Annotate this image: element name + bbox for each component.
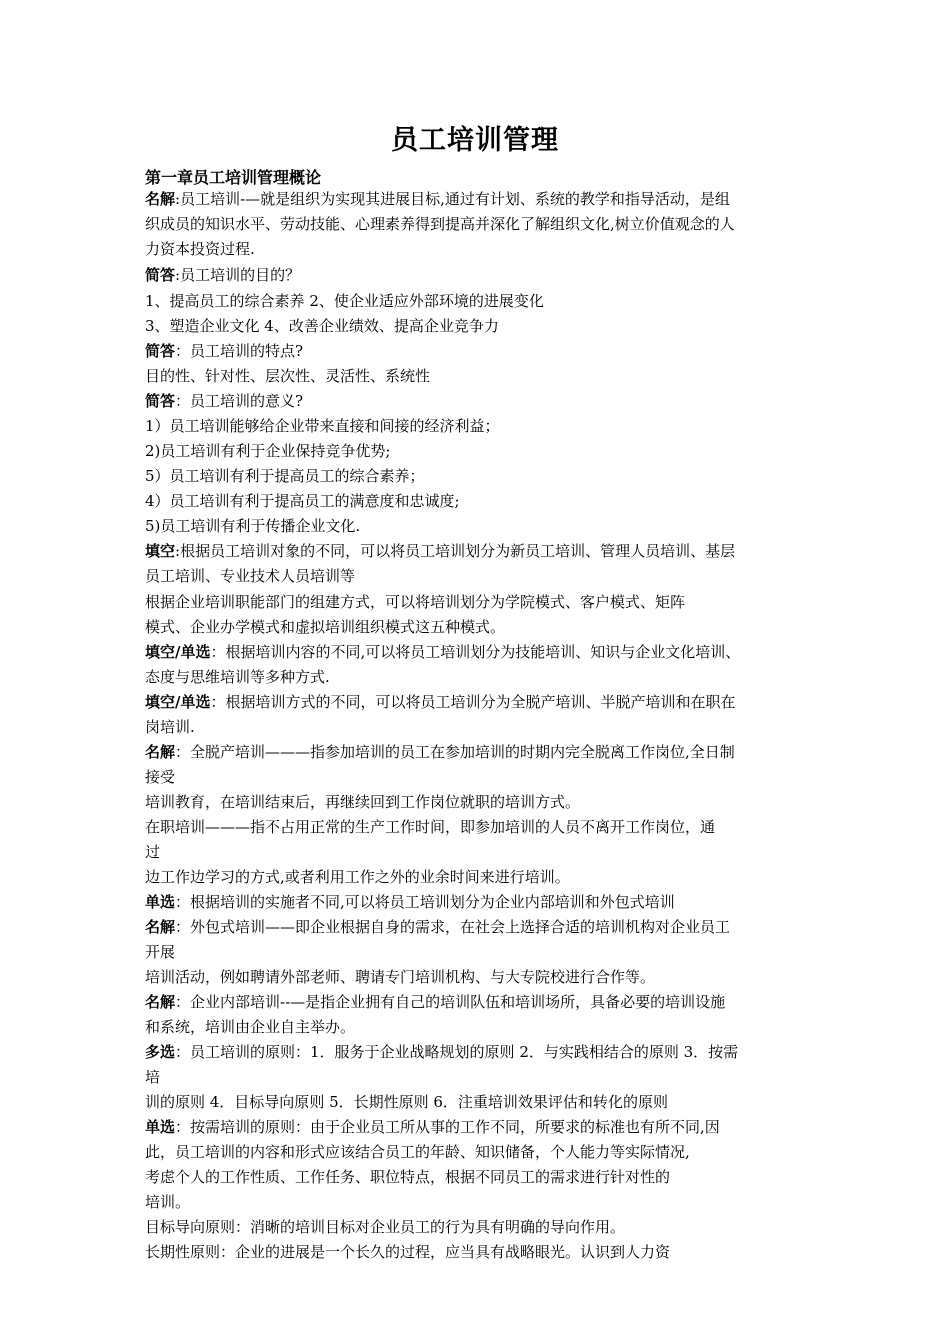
question-type-label: 简答 [145, 266, 176, 284]
text-line [145, 417, 500, 435]
text-line [145, 943, 175, 961]
question-type-label: 多选 [145, 1043, 176, 1061]
text-line [145, 918, 730, 936]
text-line [145, 1243, 670, 1261]
line-text: 态度与思维培训等多种方式. [145, 668, 330, 686]
text-line [145, 593, 685, 611]
text-line [145, 1118, 720, 1136]
question-type-label: 填空/单选 [145, 693, 211, 711]
line-text: 1、提高员工的综合素养 2、使企业适应外部环境的进展变化 [145, 292, 544, 310]
text-line [145, 392, 303, 410]
text-line [145, 768, 175, 786]
question-type-label: 单选 [145, 893, 176, 911]
text-line [145, 643, 740, 661]
line-text: 模式、企业办学模式和虚拟培训组织模式这五种模式。 [145, 618, 506, 636]
text-line [145, 843, 160, 861]
text-line [145, 818, 715, 836]
line-text: 目的性、针对性、层次性、灵活性、系统性 [145, 367, 431, 385]
text-line [145, 1193, 190, 1211]
question-type-label: 简答 [145, 392, 176, 410]
text-line [145, 718, 195, 736]
document-title: 员工培训管理 [391, 125, 559, 156]
line-text: 边工作边学习的方式,或者利用工作之外的业余时间来进行培训。 [145, 868, 570, 886]
question-type-label: 名解 [145, 918, 176, 936]
text-line [145, 467, 425, 485]
question-type-label: 填空 [145, 542, 176, 560]
line-text: 目标导向原则：消晰的培训目标对企业员工的行为具有明确的导向作用。 [145, 1218, 626, 1236]
text-line [145, 693, 736, 711]
line-text: :员工培训的目的？ [175, 266, 301, 284]
line-text: ：外包式培训——即企业根据自身的需求，在社会上选择合适的培训机构对企业员工 [175, 918, 731, 936]
question-type-label: 填空/单选 [145, 643, 211, 661]
text-line [145, 743, 735, 761]
line-text: ：员工培训的意义? [175, 392, 304, 410]
line-text: 3、塑造企业文化 4、改善企业绩效、提高企业竞争力 [145, 317, 499, 335]
line-text: 和系统，培训由企业自主举办。 [145, 1018, 356, 1036]
line-text: 1）员工培训能够给企业带来直接和间接的经济利益； [145, 417, 500, 435]
line-text: ：全脱产培训———指参加培训的员工在参加培训的时期内完全脱离工作岗位,全日制 [175, 743, 735, 761]
line-text: 开展 [145, 943, 176, 961]
line-text: ：根据培训内容的不同,可以将员工培训划分为技能培训、知识与企业文化培训、 [210, 643, 741, 661]
line-text: 根据企业培训职能部门的组建方式，可以将培训划分为学院模式、客户模式、矩阵 [145, 593, 686, 611]
text-line [145, 968, 655, 986]
text-line [145, 893, 675, 911]
line-text: 长期性原则：企业的进展是一个长久的过程，应当具有战略眼光。认识到人力资 [145, 1243, 671, 1261]
question-type-label: 单选 [145, 1118, 176, 1136]
question-type-label: 名解 [145, 993, 176, 1011]
line-text: 5)员工培训有利于传播企业文化. [145, 517, 361, 535]
line-text: :根据员工培训对象的不同，可以将员工培训划分为新员工培训、管理人员培训、基层 [175, 542, 736, 560]
line-text: 力资本投资过程. [145, 240, 255, 258]
text-line [145, 367, 430, 385]
text-line [145, 215, 735, 233]
line-text: 此，员工培训的内容和形式应该结合员工的年龄、知识储备，个人能力等实际情况, [145, 1143, 690, 1161]
line-text: 培训。 [145, 1193, 191, 1211]
text-line [145, 492, 460, 510]
line-text: ：员工培训的原则：1．服务于企业战略规划的原则 2．与实践相结合的原则 3．按需 [175, 1043, 739, 1061]
line-text: 培训活动，例如聘请外部老师、聘请专门培训机构、与大专院校进行合作等。 [145, 968, 656, 986]
text-line [145, 868, 570, 886]
line-text: 织成员的知识水平、劳动技能、心理素养得到提高并深化了解组织文化,树立价值观念的人 [145, 215, 735, 233]
line-text: 培 [145, 1068, 161, 1086]
text-line [145, 1168, 670, 1186]
text-line [145, 793, 580, 811]
text-line [145, 993, 725, 1011]
line-text: 5）员工培训有利于提高员工的综合素养； [145, 467, 425, 485]
question-type-label: 名解 [145, 190, 176, 208]
text-line [145, 1068, 160, 1086]
text-line [145, 668, 330, 686]
line-text: 接受 [145, 768, 176, 786]
line-text: ：员工培训的特点? [175, 342, 304, 360]
text-line [145, 266, 300, 284]
text-line [145, 190, 730, 208]
line-text: ：企业内部培训--—是指企业拥有自己的培训队伍和培训场所，具备必要的培训设施 [175, 993, 726, 1011]
line-text: 考虑个人的工作性质、工作任务、职位特点，根据不同员工的需求进行针对性的 [145, 1168, 671, 1186]
line-text: ：根据培训的实施者不同,可以将员工培训划分为企业内部培训和外包式培训 [175, 893, 675, 911]
text-line [145, 292, 544, 310]
text-line [145, 342, 303, 360]
text-line [145, 618, 505, 636]
chapter-heading: 第一章员工培训管理概论 [145, 168, 322, 187]
line-text: ：按需培训的原则：由于企业员工所从事的工作不同，所要求的标准也有所不同,因 [175, 1118, 720, 1136]
line-text: 培训教育，在培训结束后，再继续回到工作岗位就职的培训方式。 [145, 793, 581, 811]
text-line [145, 1218, 625, 1236]
text-line [145, 517, 360, 535]
line-text: 过 [145, 843, 161, 861]
line-text: 在职培训———指不占用正常的生产工作时间，即参加培训的人员不离开工作岗位，通 [145, 818, 716, 836]
line-text: 员工培训、专业技术人员培训等 [145, 567, 356, 585]
line-text: 4）员工培训有利于提高员工的满意度和忠诚度; [145, 492, 460, 510]
question-type-label: 简答 [145, 342, 176, 360]
text-line [145, 442, 390, 460]
text-line [145, 1043, 738, 1061]
line-text: 岗培训. [145, 718, 195, 736]
text-line [145, 240, 255, 258]
text-line [145, 1018, 355, 1036]
text-line [145, 317, 499, 335]
text-line [145, 542, 735, 560]
line-text: 训的原则 4．目标导向原则 5．长期性原则 6．注重培训效果评估和转化的原则 [145, 1093, 668, 1111]
line-text: :员工培训-—就是组织为实现其进展目标,通过有计划、系统的教学和指导活动，是组 [175, 190, 730, 208]
text-line [145, 1093, 668, 1111]
line-text: 2)员工培训有利于企业保持竞争优势; [145, 442, 391, 460]
line-text: ：根据培训方式的不同，可以将员工培训分为全脱产培训、半脱产培训和在职在 [210, 693, 736, 711]
question-type-label: 名解 [145, 743, 176, 761]
text-line [145, 1143, 690, 1161]
text-line [145, 567, 355, 585]
